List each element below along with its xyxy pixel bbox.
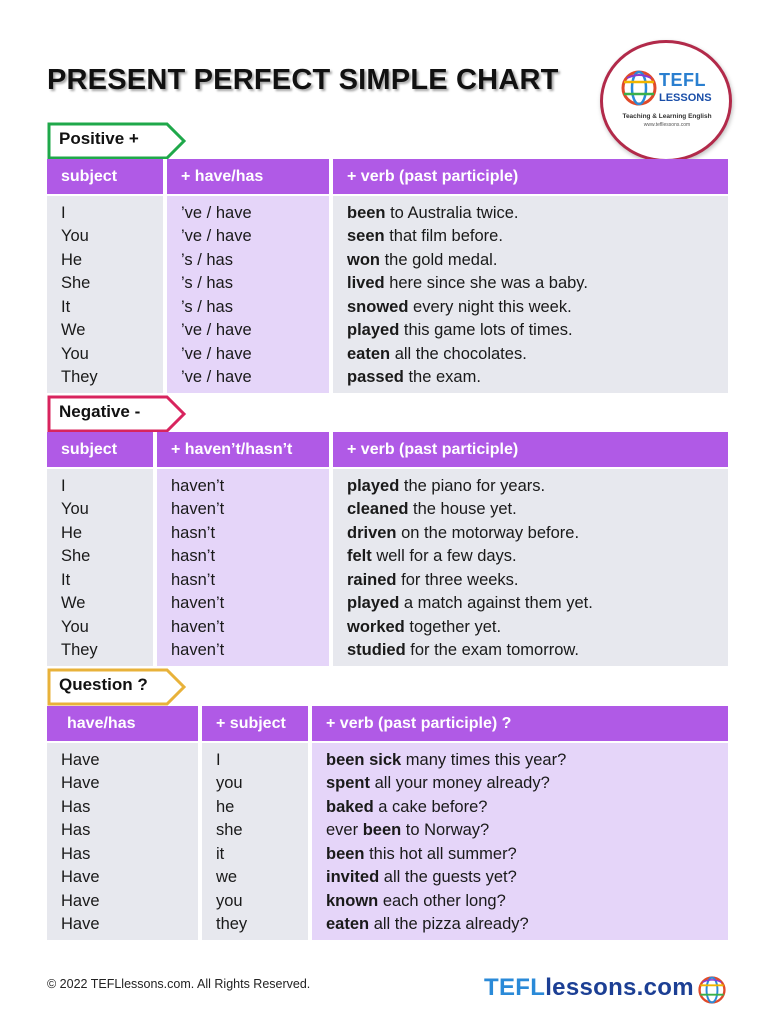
subject-cell: They [47,366,167,393]
subject-cell: they [202,913,312,940]
verb-bold: passed [347,368,404,386]
aux-cell: ’s / has [167,249,333,273]
verb-bold: snowed [347,297,409,316]
verb-cell [333,616,728,640]
verb-rest: each other long? [378,891,506,910]
aux-cell: haven’t [157,616,333,640]
footer-brand-tefl: TEFL [484,974,546,1001]
aux-cell: Has [47,819,202,843]
verb-bold: spent [326,774,371,793]
verb-rest: to Australia twice. [385,204,519,222]
verb-rest: a match against them yet. [399,594,593,613]
table-row [47,569,728,593]
aux-cell: ’s / has [167,272,333,296]
verb-cell [333,366,728,393]
aux-cell: Have [47,743,202,772]
positive-label: Positive + [59,129,139,148]
aux-cell: Have [47,866,202,890]
verb-cell [333,469,728,498]
verb-cell [333,196,728,225]
verb-cell [333,498,728,522]
subject-cell: He [47,522,157,546]
table-row [47,319,728,343]
table-row [47,522,728,546]
verb-bold: eaten [326,915,370,933]
footer-brand [484,974,694,1002]
globe-icon [621,70,657,106]
verb-bold: baked [326,797,374,816]
verb-rest: the piano for years. [399,477,546,495]
table-row [47,343,728,367]
aux-cell: Have [47,772,202,796]
verb-cell [312,913,728,940]
table-row [47,772,728,796]
globe-icon [698,976,726,1004]
verb-rest: many times this year? [401,751,567,769]
table-row [47,196,728,225]
verb-rest: that film before. [384,227,503,246]
verb-rest: all the guests yet? [379,868,517,887]
verb-cell [312,772,728,796]
verb-rest: every night this week. [408,297,572,316]
verb-rest: well for a few days. [371,547,517,566]
verb-cell [312,796,728,820]
subject-cell: We [47,319,167,343]
verb-bold: won [347,250,380,269]
verb-bold: been [326,844,365,863]
header-verb: + verb (past participle) ? [312,706,728,741]
verb-cell [312,843,728,867]
subject-cell: You [47,616,157,640]
question-table [47,706,728,940]
verb-cell [333,272,728,296]
aux-cell: ’ve / have [167,319,333,343]
table-row [47,225,728,249]
table-row [47,296,728,320]
header-verb: + verb (past participle) [333,159,728,194]
verb-rest: together yet. [404,617,502,636]
table-header-row [47,432,728,467]
verb-rest: this hot all summer? [364,844,517,863]
aux-cell: ’ve / have [167,343,333,367]
logo-tefl-text: TEFL [659,70,706,90]
table-row [47,272,728,296]
page-title: PRESENT PERFECT SIMPLE CHART [47,64,559,96]
verb-cell [333,249,728,273]
aux-cell: Have [47,890,202,914]
verb-rest: a cake before? [373,797,488,816]
table-header-row [47,706,728,741]
verb-rest: all the pizza already? [369,915,529,933]
table-row [47,796,728,820]
aux-cell: Have [47,913,202,940]
verb-bold: known [326,891,379,910]
table-row [47,843,728,867]
verb-rest: this game lots of times. [399,321,573,340]
copyright-text: © 2022 TEFLlessons.com. All Rights Reserved. [47,977,311,991]
table-row [47,866,728,890]
verb-bold: cleaned [347,500,409,519]
subject-cell: he [202,796,312,820]
verb-cell [333,592,728,616]
table-row [47,366,728,393]
verb-cell [333,569,728,593]
subject-cell: They [47,639,157,666]
verb-bold: eaten [347,344,391,363]
verb-rest: here since she was a baby. [384,274,588,293]
aux-cell: Has [47,796,202,820]
subject-cell: you [202,772,312,796]
verb-bold: seen [347,227,385,246]
verb-rest: the gold medal. [380,250,498,269]
table-header-row [47,159,728,194]
verb-bold: played [347,477,400,495]
aux-cell: haven’t [157,498,333,522]
table-row [47,545,728,569]
verb-cell [333,225,728,249]
verb-bold: studied [347,641,406,659]
subject-cell: she [202,819,312,843]
positive-section-label [47,122,187,158]
subject-cell: You [47,343,167,367]
question-label: Question ? [59,675,148,694]
verb-rest: to Norway? [401,821,490,840]
header-verb: + verb (past participle) [333,432,728,467]
aux-cell: haven’t [157,639,333,666]
subject-cell: It [47,569,157,593]
verb-bold: invited [326,868,380,887]
subject-cell: We [47,592,157,616]
subject-cell: we [202,866,312,890]
verb-rest: for three weeks. [396,570,519,589]
verb-cell [312,866,728,890]
subject-cell: I [202,743,312,772]
verb-bold: rained [347,570,397,589]
verb-rest: for the exam tomorrow. [405,641,579,659]
aux-cell: hasn’t [157,545,333,569]
subject-cell: I [47,196,167,225]
verb-pre: ever [326,821,363,840]
verb-cell [333,639,728,666]
verb-cell [333,545,728,569]
table-row [47,249,728,273]
header-subject: + subject [202,706,312,741]
verb-bold: been [347,204,386,222]
table-row [47,592,728,616]
aux-cell: ’ve / have [167,196,333,225]
verb-rest: all your money already? [370,774,550,793]
aux-cell: Has [47,843,202,867]
verb-bold: felt [347,547,372,566]
subject-cell: I [47,469,157,498]
logo-lessons-text: LESSONS [659,92,712,104]
verb-bold: been sick [326,751,402,769]
table-row [47,498,728,522]
verb-cell [312,743,728,772]
verb-cell [333,319,728,343]
verb-bold: been [362,821,402,840]
verb-rest: all the chocolates. [390,344,527,363]
subject-cell: You [47,225,167,249]
aux-cell: haven’t [157,592,333,616]
subject-cell: It [47,296,167,320]
question-section-label [47,668,187,704]
header-subject: subject [47,432,157,467]
verb-bold: driven [347,523,397,542]
subject-cell: She [47,545,157,569]
positive-table [47,159,728,393]
table-row [47,819,728,843]
verb-bold: lived [347,274,385,293]
header-aux: have/has [47,706,202,741]
table-row [47,743,728,772]
subject-cell: She [47,272,167,296]
aux-cell: ’ve / have [167,225,333,249]
header-aux: + have/has [167,159,333,194]
verb-rest: on the motorway before. [396,523,580,542]
table-row [47,469,728,498]
verb-cell [333,296,728,320]
aux-cell: hasn’t [157,522,333,546]
aux-cell: hasn’t [157,569,333,593]
table-row [47,639,728,666]
verb-cell [312,819,728,843]
verb-cell [333,343,728,367]
subject-cell: you [202,890,312,914]
verb-rest: the exam. [403,368,481,386]
logo-tagline: Teaching & Learning English [622,113,712,120]
verb-bold: worked [347,617,405,636]
aux-cell: ’ve / have [167,366,333,393]
header-aux: + haven’t/hasn’t [157,432,333,467]
aux-cell: haven’t [157,469,333,498]
verb-rest: the house yet. [408,500,517,519]
subject-cell: He [47,249,167,273]
subject-cell: You [47,498,157,522]
table-row [47,616,728,640]
table-row [47,913,728,940]
verb-bold: played [347,594,400,613]
table-row [47,890,728,914]
subject-cell: it [202,843,312,867]
header-subject: subject [47,159,167,194]
aux-cell: ’s / has [167,296,333,320]
tefl-lessons-logo [600,40,732,162]
footer-brand-lessons: lessons.com [545,974,694,1001]
negative-section-label [47,395,187,431]
logo-url: www.tefllessons.com [643,122,691,128]
verb-bold: played [347,321,400,340]
negative-table [47,432,728,666]
negative-label: Negative - [59,402,141,421]
verb-cell [312,890,728,914]
verb-cell [333,522,728,546]
